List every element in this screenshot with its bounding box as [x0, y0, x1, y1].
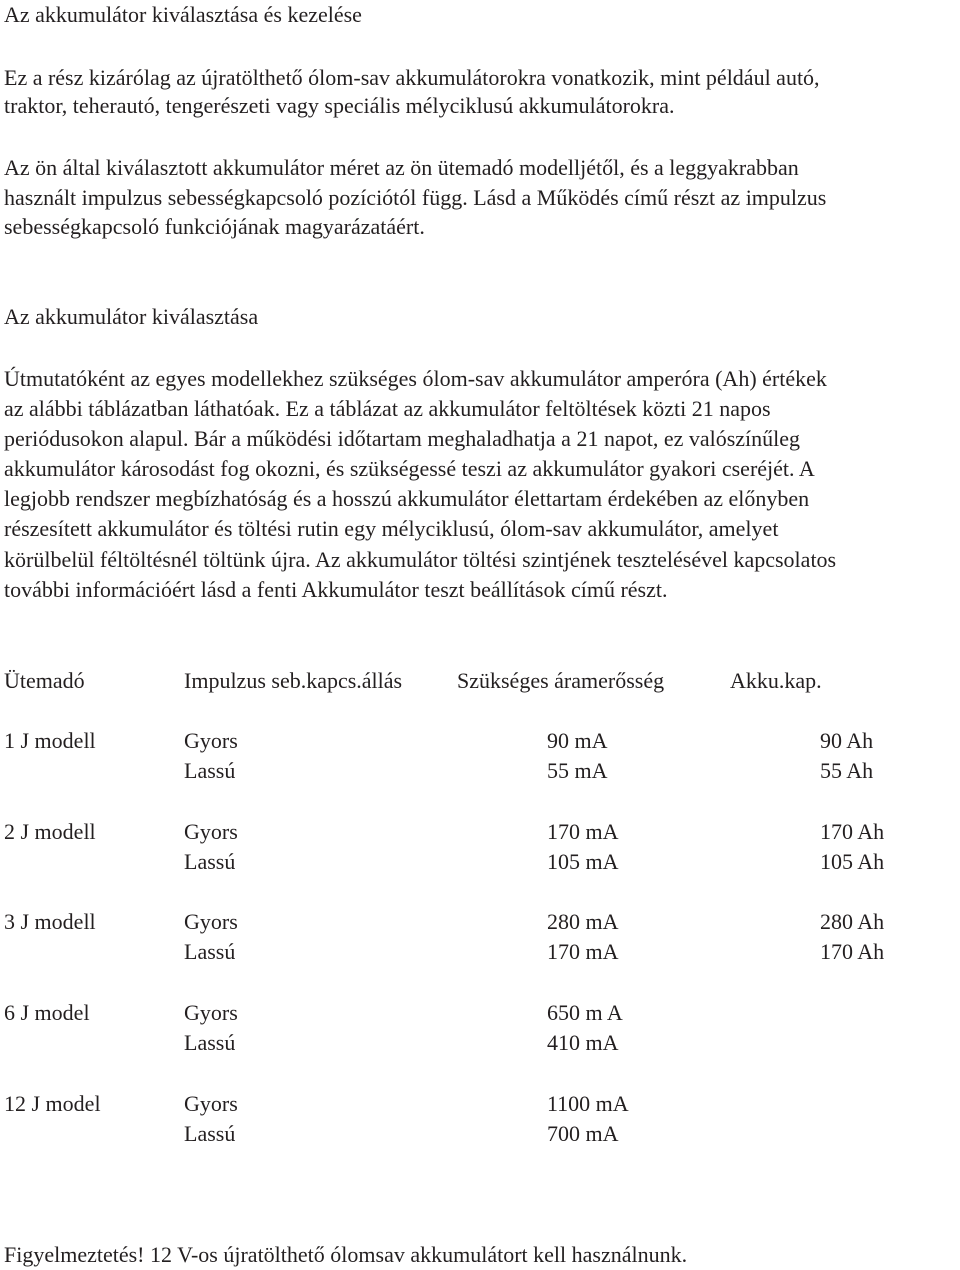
table-cell-model: 2 J modell [4, 819, 96, 844]
table-cell-capacity: 105 Ah [820, 849, 885, 874]
table-cell-model: 1 J modell [4, 728, 96, 753]
table-header-capacity: Akku.kap. [730, 668, 822, 693]
table-cell-setting: Gyors [184, 1000, 238, 1025]
table-cell-setting: Gyors [184, 819, 238, 844]
para3-line-3: periódusokon alapul. Bár a működési időtartam meghaladhatja a 21 napot, ez valószínűleg [4, 426, 801, 451]
section-title: Az akkumulátor kiválasztása [4, 304, 259, 329]
table-cell-capacity: 280 Ah [820, 909, 885, 934]
table-header-current: Szükséges áramerősség [457, 668, 665, 693]
table-cell-current: 280 mA [547, 909, 619, 934]
table-cell-setting: Lassú [184, 1030, 236, 1055]
para3-line-6: részesített akkumulátor és töltési rutin egy mélyciklusú, ólom-sav akkumulátor, amelyet [4, 516, 779, 541]
table-header-setting: Impulzus seb.kapcs.állás [184, 668, 403, 693]
para2-line-3: sebességkapcsoló funkciójának magyarázatáért. [4, 214, 425, 239]
table-cell-current: 90 mA [547, 728, 608, 753]
para3-line-5: legjobb rendszer megbízhatóság és a hosszú akkumulátor élettartam érdekében az előnyben [4, 486, 810, 511]
warning-text: Figyelmeztetés! 12 V-os újratölthető ólomsav akkumulátort kell használnunk. [4, 1242, 688, 1267]
table-cell-current: 105 mA [547, 849, 619, 874]
para2-line-1: Az ön által kiválasztott akkumulátor méret az ön ütemadó modelljétől, és a leggyakrabban [4, 155, 799, 180]
intro-line-1: Ez a rész kizárólag az újratölthető ólom-sav akkumulátorokra vonatkozik, mint például autó, [4, 65, 820, 90]
para2-line-2: használt impulzus sebességkapcsoló pozíciótól függ. Lásd a Működés című részt az impulzus [4, 185, 827, 210]
para3-line-8: további információért lásd a fenti Akkumulátor teszt beállítások című részt. [4, 577, 668, 602]
para3-line-2: az alábbi táblázatban láthatóak. Ez a táblázat az akkumulátor feltöltések közti 21 napos [4, 396, 771, 421]
table-cell-setting: Lassú [184, 758, 236, 783]
table-cell-capacity: 170 Ah [820, 939, 885, 964]
table-cell-current: 650 m A [547, 1000, 623, 1025]
table-cell-setting: Gyors [184, 728, 238, 753]
table-cell-model: 3 J modell [4, 909, 96, 934]
table-header-pacer: Ütemadó [4, 668, 85, 693]
table-cell-model: 12 J model [4, 1091, 101, 1116]
table-cell-capacity: 170 Ah [820, 819, 885, 844]
table-cell-current: 170 mA [547, 819, 619, 844]
table-cell-current: 410 mA [547, 1030, 619, 1055]
table-cell-current: 700 mA [547, 1121, 619, 1146]
intro-line-2: traktor, teherautó, tengerészeti vagy speciális mélyciklusú akkumulátorokra. [4, 93, 675, 118]
table-cell-setting: Gyors [184, 1091, 238, 1116]
table-cell-capacity: 55 Ah [820, 758, 874, 783]
table-cell-current: 1100 mA [547, 1091, 629, 1116]
table-cell-model: 6 J model [4, 1000, 90, 1025]
page-title: Az akkumulátor kiválasztása és kezelése [4, 2, 362, 27]
table-cell-capacity: 90 Ah [820, 728, 874, 753]
table-cell-setting: Gyors [184, 909, 238, 934]
para3-line-1: Útmutatóként az egyes modellekhez szükséges ólom-sav akkumulátor amperóra (Ah) értékek [4, 366, 827, 391]
table-cell-setting: Lassú [184, 849, 236, 874]
para3-line-7: körülbelül féltöltésnél töltünk újra. Az akkumulátor töltési szintjének tesztelésével kapcsolatos [4, 547, 837, 572]
table-cell-current: 170 mA [547, 939, 619, 964]
table-cell-setting: Lassú [184, 939, 236, 964]
table-cell-setting: Lassú [184, 1121, 236, 1146]
table-cell-current: 55 mA [547, 758, 608, 783]
para3-line-4: akkumulátor károsodást fog okozni, és szükségessé teszi az akkumulátor gyakori cseréjét. A [4, 456, 815, 481]
